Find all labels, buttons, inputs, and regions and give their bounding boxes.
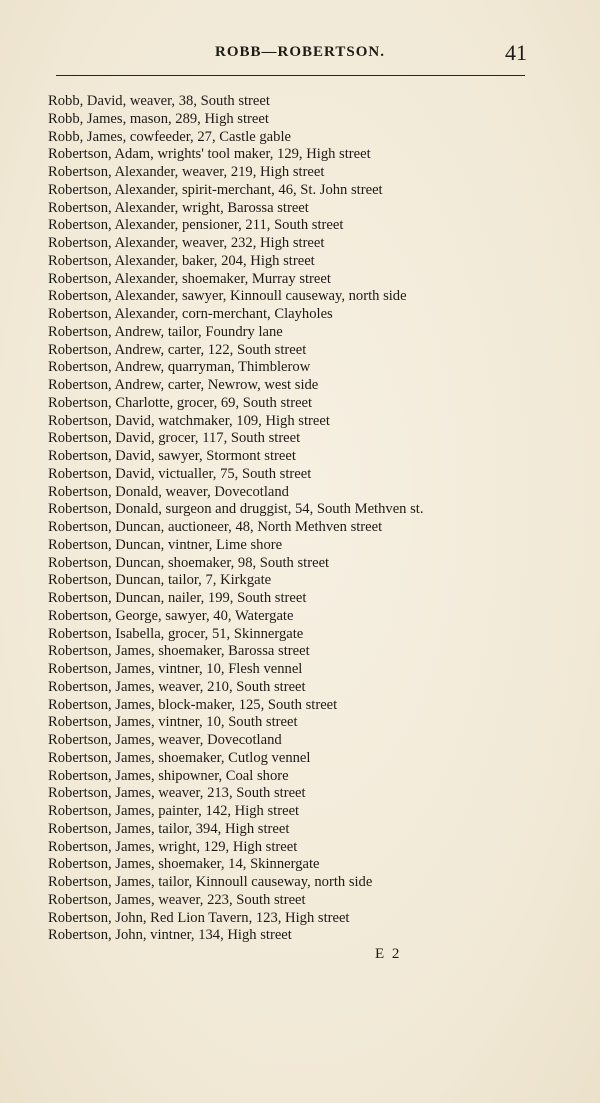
page-number: 41: [505, 40, 527, 65]
directory-entry: Robertson, James, tailor, Kinnoull causeway, north side: [48, 874, 373, 890]
directory-entry: Robertson, James, vintner, 10, South street: [48, 714, 298, 731]
directory-entry: Robertson, James, tailor, 394, High street: [48, 820, 290, 837]
directory-entry: Robertson, David, grocer, 117, South street: [48, 430, 301, 447]
directory-entry: Robb, James, mason, 289, High street: [48, 110, 269, 127]
directory-entry: Robertson, James, shoemaker, Barossa street: [48, 643, 310, 660]
directory-entry: Robertson, John, vintner, 134, High street: [48, 927, 292, 944]
directory-entry: Robertson, Duncan, auctioneer, 48, North Methven street: [48, 519, 383, 535]
directory-entry: Robertson, Andrew, tailor, Foundry lane: [48, 323, 283, 340]
directory-entry: Robertson, David, sawyer, Stormont street: [48, 448, 296, 464]
directory-entry: Robertson, George, sawyer, 40, Watergate: [48, 607, 294, 624]
directory-entry: Robertson, Andrew, quarryman, Thimblerow: [48, 359, 311, 376]
directory-entry: Robertson, Duncan, shoemaker, 98, South street: [48, 554, 330, 571]
running-header-title: ROBB—ROBERTSON.: [215, 44, 385, 60]
directory-entry: Robertson, Alexander, baker, 204, High street: [48, 252, 315, 269]
directory-entry: Robertson, Donald, surgeon and druggist, 54, South Methven st.: [48, 501, 424, 518]
directory-entry: Robb, James, cowfeeder, 27, Castle gable: [48, 128, 291, 145]
directory-entry: Robertson, Duncan, nailer, 199, South street: [48, 590, 307, 606]
directory-entry: Robertson, James, painter, 142, High street: [48, 803, 300, 819]
directory-entry: Robertson, Alexander, pensioner, 211, South street: [48, 217, 344, 234]
directory-entry: Robertson, David, watchmaker, 109, High street: [48, 412, 330, 429]
directory-entry: Robertson, Adam, wrights' tool maker, 129, High street: [48, 146, 371, 163]
directory-entry: Robertson, James, weaver, Dovecotland: [48, 732, 282, 748]
directory-entry: Robertson, James, shoemaker, 14, Skinnergate: [48, 856, 320, 873]
directory-entry: Robertson, Duncan, tailor, 7, Kirkgate: [48, 572, 272, 589]
directory-entry: Robertson, Isabella, grocer, 51, Skinnergate: [48, 625, 304, 642]
directory-entry: Robertson, Alexander, corn-merchant, Clayholes: [48, 306, 333, 322]
directory-entry: Robertson, Andrew, carter, 122, South street: [48, 341, 307, 358]
directory-entry: Robertson, James, vintner, 10, Flesh vennel: [48, 661, 303, 677]
directory-entry: Robertson, Donald, weaver, Dovecotland: [48, 483, 289, 500]
directory-entry: Robertson, James, weaver, 210, South street: [48, 678, 306, 695]
directory-entry: Robertson, Alexander, sawyer, Kinnoull causeway, north side: [48, 288, 407, 305]
header-rule-divider: [56, 75, 525, 76]
printer-signature-mark: E 2: [375, 946, 402, 962]
directory-entry: Robertson, Alexander, shoemaker, Murray street: [48, 270, 331, 287]
directory-entry: Robertson, James, block-maker, 125, South street: [48, 696, 338, 713]
directory-entry: Robertson, James, shoemaker, Cutlog vennel: [48, 749, 311, 766]
directory-entry: Robertson, Alexander, weaver, 232, High street: [48, 235, 325, 251]
directory-entry: Robertson, John, Red Lion Tavern, 123, High street: [48, 909, 350, 926]
directory-entry-list: [48, 93, 593, 945]
directory-entry: Robertson, Alexander, spirit-merchant, 46, St. John street: [48, 181, 383, 198]
directory-entry: Robertson, James, weaver, 223, South street: [48, 891, 306, 908]
directory-entry: Robertson, David, victualler, 75, South street: [48, 465, 312, 482]
directory-entry: Robertson, Alexander, weaver, 219, High street: [48, 164, 325, 180]
directory-entry: Robertson, James, wright, 129, High street: [48, 838, 298, 855]
directory-entry: Robertson, Andrew, carter, Newrow, west side: [48, 377, 319, 393]
directory-entry: Robertson, Duncan, vintner, Lime shore: [48, 536, 283, 553]
directory-entry: Robb, David, weaver, 38, South street: [48, 93, 270, 109]
directory-entry: Robertson, Alexander, wright, Barossa street: [48, 199, 309, 216]
directory-entry: Robertson, James, shipowner, Coal shore: [48, 767, 289, 784]
directory-entry: Robertson, Charlotte, grocer, 69, South street: [48, 394, 313, 411]
directory-entry: Robertson, James, weaver, 213, South street: [48, 785, 306, 802]
